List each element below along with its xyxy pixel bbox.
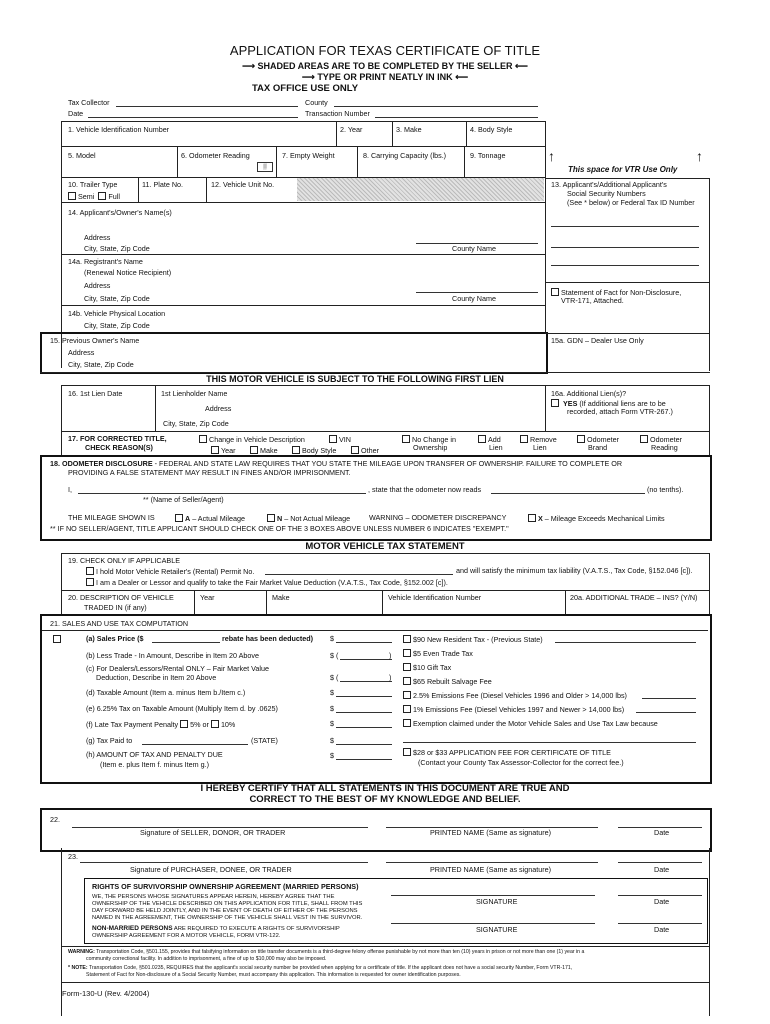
arrow-left-icon: ⟵ [515, 61, 528, 71]
applicant-address-label: Address [84, 233, 111, 242]
make-checkbox[interactable] [250, 446, 258, 454]
physical-csz-label: City, State, Zip Code [84, 321, 150, 330]
lien-heading: THIS MOTOR VEHICLE IS SUBJECT TO THE FOLLOWING FIRST LIEN [206, 374, 504, 384]
state-label: (STATE) [251, 736, 278, 745]
up-arrow-icon: ↑ [696, 148, 703, 164]
fmv-label-1: (c) For Dealers/Lessors/Rental ONLY – Fair Market Value [86, 664, 269, 673]
item-23: 23. [68, 852, 78, 861]
semi-label: Semi [78, 192, 95, 201]
ssn-label-1: 13. Applicant's/Additional Applicant's [551, 180, 667, 189]
retailer-permit-option [86, 567, 254, 576]
body-style-label: 4. Body Style [470, 125, 513, 134]
amount-line-h[interactable] [336, 759, 392, 760]
purchaser-printed-line[interactable] [386, 862, 598, 863]
survivor-date-line-1[interactable] [618, 895, 702, 896]
tax-due-label: (h) AMOUNT OF TAX AND PENALTY DUE [86, 750, 223, 759]
county-label: County [305, 98, 328, 107]
trailer-type-label: 10. Trailer Type [68, 180, 118, 189]
survivor-signature-line-2[interactable] [391, 923, 595, 924]
even-trade-checkbox[interactable] [403, 649, 411, 657]
late-penalty-line [86, 720, 235, 729]
divider [177, 146, 178, 177]
exemption-option [403, 719, 658, 728]
other-checkbox[interactable] [351, 446, 359, 454]
non-married-bold: NON-MARRIED PERSONS [92, 925, 173, 932]
warning-bold: WARNING: [68, 949, 95, 955]
odo-brand-checkbox[interactable] [577, 435, 585, 443]
up-arrow-icon: ↑ [548, 148, 555, 164]
trade-top [61, 590, 710, 591]
row1-top [61, 121, 545, 122]
exceeds-checkbox[interactable] [528, 514, 536, 522]
permit-no-line[interactable] [265, 574, 453, 575]
yes-rest: (If additional liens are to be [579, 399, 666, 408]
divider [565, 590, 566, 614]
trade-year-label: Year [200, 593, 215, 602]
divider [466, 121, 467, 146]
nochange-label: No Change in [412, 435, 456, 444]
trailer-options [68, 192, 120, 201]
amount-line-d[interactable] [336, 696, 392, 697]
rparen-b: ) [389, 651, 392, 660]
odometer-value-line[interactable] [491, 493, 645, 494]
trade-in-label: (b) Less Trade - In Amount, Describe in Item 20 Above [86, 651, 259, 660]
previous-address-label: Address [68, 348, 95, 357]
dollar-c: $ ( [330, 673, 339, 682]
emissions-1-label: 1% Emissions Fee (Diesel Vehicles 1997 and Newer > 14,000 lbs) [413, 705, 625, 714]
form-number: Form-130-U (Rev. 4/2004) [62, 989, 150, 998]
tax-collector-label: Tax Collector [68, 98, 110, 107]
vehicle-unit-label: 12. Vehicle Unit No. [211, 180, 275, 189]
right-border-2 [709, 385, 710, 456]
dollar-h: $ [330, 751, 334, 760]
county-name-label: County Name [452, 244, 496, 253]
vtr-use-label: This space for VTR Use Only [568, 165, 678, 174]
not-actual-option [267, 514, 350, 523]
dollar-e: $ [330, 704, 334, 713]
purchaser-signature-label: Signature of PURCHASER, DONEE, OR TRADER [130, 865, 292, 874]
trade-make-label: Make [272, 593, 290, 602]
ownership-label: Ownership [413, 443, 448, 452]
survivor-date-line-2[interactable] [618, 923, 702, 924]
row4-top [61, 202, 545, 203]
not-actual-checkbox[interactable] [267, 514, 275, 522]
renewal-label: (Renewal Notice Recipient) [84, 268, 172, 277]
date-label: Date [68, 109, 84, 118]
add-lien-checkbox[interactable] [478, 435, 486, 443]
seller-signature-label: Signature of SELLER, DONOR, OR TRADER [140, 828, 286, 837]
emissions-1-checkbox[interactable] [403, 705, 411, 713]
divider [276, 146, 277, 177]
emissions-25-label: 2.5% Emissions Fee (Diesel Vehicles 1996 and Older > 14,000 lbs) [413, 691, 627, 700]
amount-line-a[interactable] [336, 642, 392, 643]
additional-liens-label: 16a. Additional Lien(s)? [551, 389, 627, 398]
note-text: Transportation Code, §501.0235, REQUIRES that the applicant's social security number be provided when applying for a certificate of title. If the applicant does not have a social security Number, Form VTR-171, [88, 965, 573, 971]
ink-instruction-text: TYPE OR PRINT NEATLY IN INK [317, 72, 453, 82]
survivorship-p4: NAMED IN THE AGREEMENT, THE OWNERSHIP OF THE VEHICLE SHALL VEST IN THE SURVIVOR. [92, 915, 363, 921]
seller-date-label: Date [654, 828, 670, 837]
rparen-c: ) [389, 673, 392, 682]
nochange-checkbox[interactable] [402, 435, 410, 443]
full-label: Full [108, 192, 120, 201]
tax-office-heading: TAX OFFICE USE ONLY [251, 83, 359, 94]
salvage-fee-checkbox[interactable] [403, 677, 411, 685]
odometer-line-2: PROVIDING A FALSE STATEMENT MAY RESULT IN FINES AND/OR IMPRISONMENT. [68, 468, 351, 477]
dollar-f: $ [330, 719, 334, 728]
year-label: 2. Year [340, 125, 363, 134]
penalty-5-checkbox[interactable] [180, 720, 188, 728]
actual-mileage-option [175, 514, 245, 523]
odometer-rest: - FEDERAL AND STATE LAW REQUIRES THAT YOU STATE THE MILEAGE UPON TRANSFER OF OWNERSHIP. FAILURE TO COMPLETE OR [152, 459, 623, 468]
sof-line-2: VTR-171, Attached. [561, 296, 624, 305]
change-description [199, 435, 305, 444]
brand-sub: Brand [588, 443, 608, 452]
divider [194, 590, 195, 614]
gift-tax-option [403, 663, 451, 672]
retailer-permit-checkbox[interactable] [86, 567, 94, 575]
divider [336, 121, 337, 146]
gdn-right [709, 333, 710, 371]
applicant-csz-label: City, State, Zip Code [84, 244, 150, 253]
exemption-label: Exemption claimed under the Motor Vehicle Sales and Use Tax Law because [413, 719, 658, 728]
warning-line-2: community correctional facility. In addition to imprisonment, a fine of up to $10,000 may also be imposed. [86, 956, 327, 962]
ssn-line-3[interactable] [551, 265, 699, 266]
change-checkbox[interactable] [199, 435, 207, 443]
divider [464, 146, 465, 177]
emissions-25-line[interactable] [642, 698, 696, 699]
odometer-warning: WARNING – ODOMETER DISCREPANCY [369, 513, 507, 522]
ssn-label-3: (See * below) or Federal Tax ID Number [567, 198, 695, 207]
ssn-label-2: Social Security Numbers [567, 189, 646, 198]
purchaser-signature-line[interactable] [80, 862, 368, 863]
tax-paid-label: (g) Tax Paid to [86, 736, 133, 745]
add-lien-sub: Lien [489, 443, 503, 452]
reading-sub: Reading [651, 443, 678, 452]
odometer-state: , state that the odometer now reads [368, 485, 482, 494]
yes-lien-checkbox[interactable] [551, 399, 559, 407]
survivor-signature-line-1[interactable] [391, 895, 595, 896]
tenths-icon: ▒ [257, 162, 273, 172]
odometer-reading-label: 6. Odometer Reading [181, 151, 250, 160]
vin-option [329, 435, 351, 444]
check-only-label: 19. CHECK ONLY IF APPLICABLE [68, 556, 180, 565]
row2-top [61, 146, 545, 147]
ink-instruction [0, 72, 770, 82]
body-option-label: Body Style [302, 446, 337, 455]
gdn-label: 15a. GDN – Dealer Use Only [551, 336, 644, 345]
registrant-name-label: 14a. Registrant's Name [68, 257, 143, 266]
dealer-label: I am a Dealer or Lessor and qualify to take the Fair Market Value Deduction (V.A.T.S., Tax Code, §152.002 [c]). [96, 578, 448, 587]
ssn-line-1[interactable] [551, 226, 699, 227]
body-option [292, 446, 336, 455]
salvage-fee-option [403, 677, 492, 686]
date-line[interactable] [88, 117, 298, 118]
amount-line-b[interactable] [340, 659, 392, 660]
change-label: Change in Vehicle Description [209, 435, 305, 444]
dealer-checkbox[interactable] [86, 578, 94, 586]
penalty-10-label: 10% [220, 720, 236, 729]
penalty-5-label: 5% or [190, 720, 209, 729]
lienholder-address-label: Address [205, 404, 232, 413]
exemption-checkbox[interactable] [403, 719, 411, 727]
sales-price-label: (a) Sales Price ($ [86, 634, 144, 643]
application-fee-checkbox[interactable] [403, 748, 411, 756]
other-option-label: Other [361, 446, 379, 455]
divider [138, 177, 139, 202]
footer-bottom [61, 982, 710, 983]
rebate-line[interactable] [152, 642, 220, 643]
survivor-date-label-1: Date [654, 897, 670, 906]
amount-line-g[interactable] [336, 744, 392, 745]
vtr-shaded-area [297, 178, 544, 201]
arrow-left-icon: ⟵ [455, 72, 469, 82]
yes-rest-2: recorded, attach Form VTR-267.) [567, 407, 673, 416]
make-option [250, 446, 278, 455]
purchaser-printed-label: PRINTED NAME (Same as signature) [430, 865, 552, 874]
divider [206, 177, 207, 202]
emissions-1-line[interactable] [636, 712, 696, 713]
arrow-right-icon: ⟶ [242, 61, 255, 71]
remove-label: Remove [530, 435, 557, 444]
footer-top [61, 946, 710, 947]
tax-paid-state-line[interactable] [142, 744, 248, 745]
previous-owner-label: 15. Previous Owner's Name [50, 336, 140, 345]
sales-price-checkbox[interactable] [53, 635, 61, 643]
non-married-line [92, 925, 340, 933]
dollar-g: $ [330, 736, 334, 745]
divider [155, 385, 156, 431]
note-bold: * NOTE: [68, 965, 88, 971]
lienholder-label: 1st Lienholder Name [161, 389, 228, 398]
seller-instruction-text: SHADED AREAS ARE TO BE COMPLETED BY THE SELLER [257, 61, 513, 71]
x-code: X [538, 514, 543, 523]
vin-option-label: VIN [339, 435, 351, 444]
n-rest: – Not Actual Mileage [282, 514, 351, 523]
divider [392, 121, 393, 146]
make-label: 3. Make [396, 125, 422, 134]
dollar-a: $ [330, 634, 334, 643]
late-penalty-label: (f) Late Tax Payment Penalty [86, 720, 179, 729]
salvage-fee-label: $65 Rebuilt Salvage Fee [413, 677, 492, 686]
row6-top [61, 305, 545, 306]
row5-top [61, 254, 545, 255]
main-right-border [545, 121, 546, 333]
applicant-name-label: 14. Applicant's/Owner's Name(s) [68, 208, 172, 217]
mileage-shown: THE MILEAGE SHOWN IS [68, 513, 155, 522]
form-title: APPLICATION FOR TEXAS CERTIFICATE OF TITLE [229, 43, 541, 58]
previous-csz-label: City, State, Zip Code [68, 360, 134, 369]
odo-reading-label: Odometer [650, 435, 682, 444]
no-tenths: (no tenths). [647, 485, 684, 494]
survivorship-heading: RIGHTS OF SURVIVORSHIP OWNERSHIP AGREEMENT (MARRIED PERSONS) [92, 882, 359, 891]
emissions-25-option [403, 691, 627, 700]
rebate-label: rebate has been deducted) [222, 634, 314, 643]
seller-instruction [0, 61, 770, 71]
lien-date-label: 16. 1st Lien Date [68, 389, 123, 398]
divider [382, 590, 383, 614]
n-code: N [277, 514, 283, 523]
divider [266, 590, 267, 614]
remove-lien-checkbox[interactable] [520, 435, 528, 443]
left-border-3 [61, 553, 62, 614]
year-option-label: Year [221, 446, 236, 455]
corrected-title-label: 17. FOR CORRECTED TITLE, [68, 434, 167, 443]
right-border-4 [709, 848, 710, 1016]
carrying-capacity-label: 8. Carrying Capacity (lbs.) [363, 151, 447, 160]
body-checkbox[interactable] [292, 446, 300, 454]
lienholder-csz-label: City, State, Zip Code [163, 419, 229, 428]
non-married-line-2: OWNERSHIP AGREEMENT FOR A MOTOR VEHICLE, FORM VTR-122. [92, 933, 281, 939]
divider [545, 385, 546, 431]
new-resident-option [403, 635, 543, 644]
physical-location-label: 14b. Vehicle Physical Location [68, 309, 166, 318]
plate-no-label: 11. Plate No. [142, 180, 184, 189]
purchaser-date-label: Date [654, 865, 670, 874]
registrant-csz-label: City, State, Zip Code [84, 294, 150, 303]
a-rest: – Actual Mileage [190, 514, 245, 523]
exceeds-option [528, 514, 665, 523]
transaction-label: Transaction Number [305, 109, 370, 118]
survivorship-p1: WE, THE PERSONS WHOSE SIGNATURES APPEAR HEREIN, HEREBY AGREE THAT THE [92, 894, 335, 900]
odometer-bold: 18. ODOMETER DISCLOSURE [50, 459, 153, 468]
trade-desc-label: 20. DESCRIPTION OF VEHICLE [68, 593, 174, 602]
survivor-signature-label-1: SIGNATURE [476, 897, 518, 906]
sof-top [545, 282, 710, 283]
add-label: Add [488, 435, 501, 444]
survivor-signature-label-2: SIGNATURE [476, 925, 518, 934]
even-trade-label: $5 Even Trade Tax [413, 649, 473, 658]
taxable-amount-label: (d) Taxable Amount (Item a. minus Item b./Item c.) [86, 688, 246, 697]
survivor-date-label-2: Date [654, 925, 670, 934]
left-border [61, 121, 62, 368]
mvt-top [61, 553, 710, 554]
model-label: 5. Model [68, 151, 96, 160]
gift-tax-checkbox[interactable] [403, 663, 411, 671]
amount-line-e[interactable] [336, 712, 392, 713]
survivorship-p3: DAY FORWARD BE HELD JOINTLY, AND IN THE EVENT OF DEATH OF EITHER OF THE PERSONS [92, 908, 358, 914]
a-code: A [185, 514, 191, 523]
sof-text: Statement of Fact for Non-Disclosure, [561, 288, 682, 297]
traded-in-label: TRADED IN (if any) [84, 603, 147, 612]
remove-lien-sub: Lien [533, 443, 547, 452]
minimum-tax-label: and will satisfy the minimum tax liability (V.A.T.S., Tax Code, §152.046 [c]). [456, 566, 693, 575]
dollar-d: $ [330, 688, 334, 697]
certify-line-1: I HEREBY CERTIFY THAT ALL STATEMENTS IN THIS DOCUMENT ARE TRUE AND [200, 783, 570, 794]
divider [357, 146, 358, 177]
dollar-b: $ ( [330, 651, 339, 660]
registrant-address-label: Address [84, 281, 111, 290]
ssn-line-2[interactable] [551, 247, 699, 248]
vin-label: 1. Vehicle Identification Number [68, 125, 170, 134]
sales-tax-heading: 21. SALES AND USE TAX COMPUTATION [50, 619, 189, 628]
year-option [211, 446, 236, 455]
check-reasons-label: CHECK REASON(S) [85, 443, 153, 452]
empty-weight-label: 7. Empty Weight [282, 151, 335, 160]
lien-heading-top [40, 372, 710, 373]
odo-brand-label: Odometer [587, 435, 619, 444]
transaction-line[interactable] [375, 117, 538, 118]
seller-printed-label: PRINTED NAME (Same as signature) [430, 828, 552, 837]
make-option-label: Make [260, 446, 278, 455]
actual-mileage-checkbox[interactable] [175, 514, 183, 522]
non-married-rest: ARE REQUIRED TO EXECUTE A RIGHTS OF SURVIVORSHIP [172, 926, 340, 932]
application-fee-label: $28 or $33 APPLICATION FEE FOR CERTIFICATE OF TITLE [413, 748, 611, 757]
warning-text: Transportation Code, §501.155, provides that falsifying information on title transfer documents is a third-degree felony offense punishable by not more than ten (10) years in prison or not more than one (1) year in a [96, 949, 585, 955]
tonnage-label: 9. Tonnage [470, 151, 506, 160]
trade-vin-label: Vehicle Identification Number [388, 593, 482, 602]
note-line-2: Statement of Fact for Non-disclosure of a Social Security Number, must accompany this application. This information is requested for owner identification purposes. [86, 972, 461, 978]
survivorship-p2: OWNERSHIP OF THE VEHICLE DESCRIBED ON THIS APPLICATION FOR TITLE, SHALL FROM THIS [92, 901, 363, 907]
previous-state-line[interactable] [555, 642, 696, 643]
purchaser-date-line[interactable] [618, 862, 702, 863]
right-border [709, 178, 710, 333]
x-rest: – Mileage Exceeds Mechanical Limits [542, 514, 665, 523]
lien-row-top [61, 385, 710, 386]
contact-assessor: (Contact your County Tax Assessor-Collector for the correct fee.) [418, 758, 624, 767]
application-fee-option [403, 748, 611, 757]
left-border-2 [61, 385, 62, 456]
county-name-line-2[interactable] [416, 292, 538, 293]
odometer-i: I, [68, 485, 72, 494]
year-checkbox[interactable] [211, 446, 219, 454]
full-checkbox[interactable] [98, 192, 106, 200]
county-line[interactable] [334, 106, 538, 107]
penalty-10-checkbox[interactable] [211, 720, 219, 728]
gdn-top [545, 333, 710, 334]
new-resident-checkbox[interactable] [403, 635, 411, 643]
yes-label: YES [563, 399, 578, 408]
vin-checkbox[interactable] [329, 435, 337, 443]
no-seller-note: ** IF NO SELLER/AGENT, TITLE APPLICANT SHOULD CHECK ONE OF THE 3 BOXES ABOVE UNLESS NUMBER 6 INDICATES "EXEMPT." [50, 524, 509, 533]
tax-625-label: (e) 6.25% Tax on Taxable Amount (Multiply Item d. by .0625) [86, 704, 278, 713]
dealer-option [86, 578, 448, 587]
other-option [351, 446, 379, 455]
corrected-top [61, 431, 710, 432]
right-border-3 [709, 553, 710, 614]
arrow-right-icon: ⟶ [301, 72, 315, 82]
seller-agent-name-line[interactable] [78, 493, 366, 494]
fmv-label-2: Deduction, Describe in Item 20 Above [96, 673, 217, 682]
new-resident-label: $90 New Resident Tax - (Previous State) [413, 635, 543, 644]
vtr-bottom [545, 178, 710, 179]
additional-trade-label: 20a. ADDITIONAL TRADE – INS? (Y/N) [570, 593, 698, 602]
item-22: 22. [50, 815, 60, 824]
tax-due-sub: (Item e. plus Item f. minus Item g.) [100, 760, 210, 769]
county-name-label-2: County Name [452, 294, 496, 303]
mvt-heading: MOTOR VEHICLE TAX STATEMENT [305, 541, 465, 552]
amount-line-f[interactable] [336, 727, 392, 728]
emissions-1-option [403, 705, 624, 714]
sales-inner-top [42, 630, 708, 631]
amount-line-c[interactable] [340, 681, 392, 682]
seller-agent-caption: ** (Name of Seller/Agent) [143, 495, 224, 504]
emissions-25-checkbox[interactable] [403, 691, 411, 699]
odo-reading-checkbox[interactable] [640, 435, 648, 443]
even-trade-option [403, 649, 473, 658]
semi-checkbox[interactable] [68, 192, 76, 200]
sof-checkbox[interactable] [551, 288, 559, 296]
tax-collector-line[interactable] [116, 106, 298, 107]
gift-tax-label: $10 Gift Tax [413, 663, 452, 672]
retailer-permit-label: I hold Motor Vehicle Retailer's (Rental) Permit No. [96, 567, 255, 576]
certify-line-2: CORRECT TO THE BEST OF MY KNOWLEDGE AND BELIEF. [249, 794, 521, 805]
exemption-line[interactable] [403, 742, 696, 743]
